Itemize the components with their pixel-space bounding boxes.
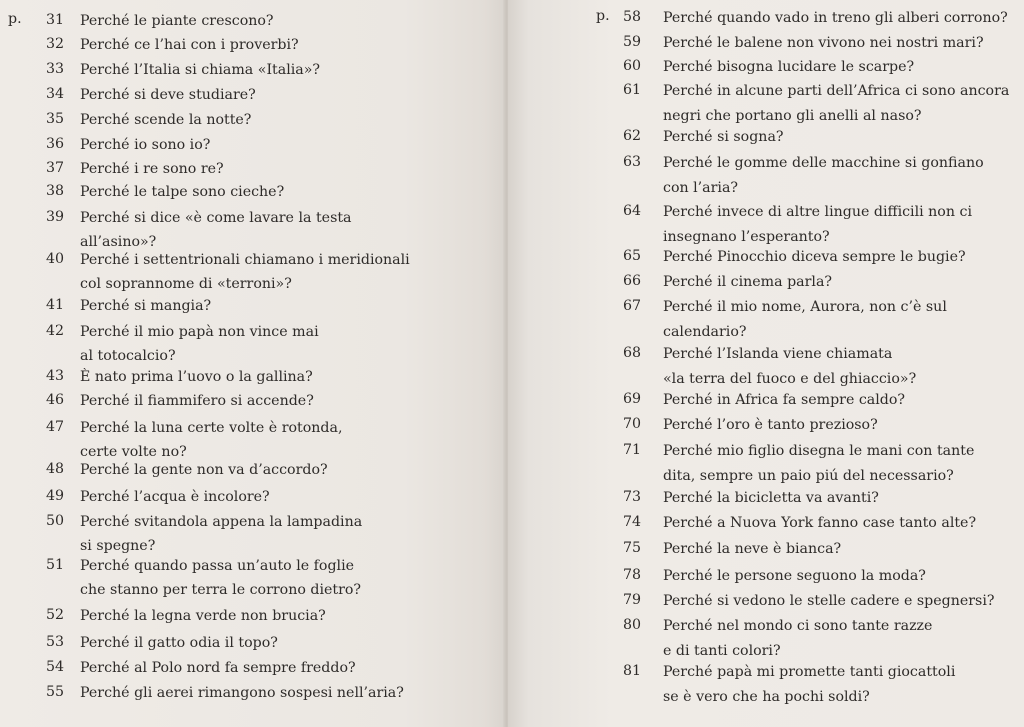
entry-title — [663, 564, 926, 589]
entry-title — [663, 6, 1008, 31]
page-number: 59 — [622, 34, 641, 50]
page-number: 38 — [45, 183, 64, 199]
page-number: 75 — [622, 540, 641, 556]
entry-title — [80, 389, 314, 413]
page-number: 60 — [622, 58, 641, 74]
page-number: 66 — [622, 273, 641, 289]
entry-title — [80, 681, 404, 705]
entry-title-line: Perché il mio papà non vince mai — [80, 324, 319, 340]
page-number: 31 — [45, 12, 64, 28]
entry-title — [80, 9, 274, 33]
entry-title-line: Perché quando passa un’auto le foglie — [80, 558, 355, 574]
entry-title — [663, 270, 832, 295]
entry-title-line: Perché in Africa fa sempre caldo? — [663, 392, 906, 408]
entry-title — [663, 151, 984, 201]
entry-title — [80, 83, 256, 107]
page-number: 54 — [45, 659, 64, 675]
entry-title-line: Perché ce l’hai con i proverbi? — [80, 37, 299, 53]
entry-title-line: Perché l’Islanda viene chiamata — [663, 346, 893, 362]
page-number: 68 — [622, 345, 641, 361]
entry-title-line: Perché quando vado in treno gli alberi corrono? — [663, 10, 1008, 26]
entry-title-line: Perché a Nuova York fanno case tanto alte? — [663, 515, 977, 531]
entry-title-line: che stanno per terra le corrono dietro? — [80, 582, 362, 598]
page-number: 50 — [45, 513, 64, 529]
page-number: 80 — [622, 617, 641, 633]
entry-title — [663, 388, 905, 413]
entry-title — [80, 294, 211, 318]
page-number: 69 — [622, 391, 641, 407]
entry-title — [663, 589, 995, 614]
entry-title — [663, 79, 1009, 129]
page-number: 48 — [45, 461, 64, 477]
entry-title-line: Perché io sono io? — [80, 137, 211, 153]
page-number: 81 — [622, 663, 641, 679]
page-number: 73 — [622, 489, 641, 505]
entry-title-line: Perché le talpe sono cieche? — [80, 184, 285, 200]
entry-title — [80, 248, 410, 296]
entry-title-line: Perché la neve è bianca? — [663, 541, 842, 557]
page-number: 67 — [622, 298, 641, 314]
page-prefix: p. — [8, 11, 22, 27]
entry-title — [80, 58, 320, 82]
page-number: 47 — [45, 419, 64, 435]
entry-title — [663, 200, 972, 250]
entry-title-line: all’asino»? — [80, 234, 157, 250]
entry-title-line: Perché si deve studiare? — [80, 87, 256, 103]
entry-title-line: Perché bisogna lucidare le scarpe? — [663, 59, 915, 75]
page-number: 33 — [45, 61, 64, 77]
page-number: 36 — [45, 136, 64, 152]
entry-title-line: Perché l’acqua è incolore? — [80, 489, 270, 505]
entry-title — [663, 537, 841, 562]
page-number: 37 — [45, 160, 64, 176]
entry-title-line: Perché la legna verde non brucia? — [80, 608, 326, 624]
page-number: 64 — [622, 203, 641, 219]
entry-title-line: e di tanti colori? — [663, 643, 781, 659]
entry-title-line: al totocalcio? — [80, 348, 176, 364]
entry-title-line: Perché il fiammifero si accende? — [80, 393, 314, 409]
entry-title-line: Perché il cinema parla? — [663, 274, 833, 290]
page-number: 61 — [622, 82, 641, 98]
page-number: 32 — [45, 36, 64, 52]
entry-title — [663, 511, 976, 536]
entry-title-line: dita, sempre un paio piú del necessario? — [663, 468, 954, 484]
page-number: 62 — [622, 128, 641, 144]
entry-title — [80, 554, 361, 602]
entry-title-line: Perché Pinocchio diceva sempre le bugie? — [663, 249, 966, 265]
entry-title-line: con l’aria? — [663, 180, 739, 196]
entry-title-line: Perché nel mondo ci sono tante razze — [663, 618, 933, 634]
entry-title-line: si spegne? — [80, 538, 156, 554]
page-number: 71 — [622, 442, 641, 458]
page-number: 52 — [45, 607, 64, 623]
entry-title-line: Perché svitandola appena la lampadina — [80, 514, 363, 530]
page-number: 40 — [45, 251, 64, 267]
entry-title-line: insegnano l’esperanto? — [663, 229, 830, 245]
entry-title — [80, 365, 313, 389]
entry-title-line: Perché si mangia? — [80, 298, 212, 314]
entry-title — [80, 604, 326, 628]
page-number: 42 — [45, 323, 64, 339]
entry-title — [663, 342, 916, 392]
entry-title — [663, 413, 878, 438]
page-prefix: p. — [596, 8, 610, 24]
entry-title — [663, 614, 932, 664]
entry-title — [80, 510, 362, 558]
entry-title-line: Perché le balene non vivono nei nostri mari? — [663, 35, 984, 51]
entry-title-line: negri che portano gli anelli al naso? — [663, 108, 922, 124]
page-number: 41 — [45, 297, 64, 313]
page-number: 51 — [45, 557, 64, 573]
entry-title-line: Perché in alcune parti dell’Africa ci sono ancora — [663, 83, 1010, 99]
entry-title — [80, 157, 224, 181]
entry-title-line: Perché le persone seguono la moda? — [663, 568, 926, 584]
entry-title — [80, 631, 278, 655]
entry-title-line: Perché le gomme delle macchine si gonfiano — [663, 155, 984, 171]
entry-title — [663, 55, 914, 80]
entry-title-line: È nato prima l’uovo o la gallina? — [80, 369, 313, 385]
right-page — [508, 0, 1024, 727]
entry-title — [663, 295, 947, 345]
page-number: 78 — [622, 567, 641, 583]
entry-title — [663, 245, 966, 270]
entry-title-line: Perché papà mi promette tanti giocattoli — [663, 664, 956, 680]
entry-title — [663, 31, 984, 56]
entry-title-line: Perché i settentrionali chiamano i meridionali — [80, 252, 410, 268]
entry-title-line: col soprannome di «terroni»? — [80, 276, 292, 292]
entry-title-line: Perché la bicicletta va avanti? — [663, 490, 879, 506]
entry-title — [80, 458, 328, 482]
entry-title-line: Perché scende la notte? — [80, 112, 252, 128]
entry-title — [80, 656, 356, 680]
page-number: 63 — [622, 154, 641, 170]
entry-title-line: Perché si sogna? — [663, 129, 784, 145]
entry-title — [663, 125, 784, 150]
entry-title-line: Perché si dice «è come lavare la testa — [80, 210, 352, 226]
page-number: 70 — [622, 416, 641, 432]
entry-title-line: Perché le piante crescono? — [80, 13, 274, 29]
page-number: 49 — [45, 488, 64, 504]
entry-title — [80, 416, 342, 464]
entry-title-line: Perché il gatto odia il topo? — [80, 635, 278, 651]
entry-title-line: Perché l’Italia si chiama «Italia»? — [80, 62, 321, 78]
page-number: 74 — [622, 514, 641, 530]
entry-title-line: Perché l’oro è tanto prezioso? — [663, 417, 878, 433]
entry-title — [663, 439, 974, 489]
page-number: 46 — [45, 392, 64, 408]
page-number: 58 — [622, 9, 641, 25]
page-number: 65 — [622, 248, 641, 264]
entry-title — [663, 486, 879, 511]
entry-title — [80, 108, 251, 132]
entry-title-line: Perché la gente non va d’accordo? — [80, 462, 328, 478]
left-page — [0, 0, 505, 727]
entry-title-line: Perché i re sono re? — [80, 161, 224, 177]
entry-title — [80, 133, 210, 157]
page-number: 39 — [45, 209, 64, 225]
page-number: 55 — [45, 684, 64, 700]
entry-title-line: «la terra del fuoco e del ghiaccio»? — [663, 371, 917, 387]
entry-title — [80, 206, 352, 254]
entry-title — [80, 485, 270, 509]
entry-title-line: Perché si vedono le stelle cadere e spegnersi? — [663, 593, 995, 609]
entry-title-line: Perché gli aerei rimangono sospesi nell’aria? — [80, 685, 404, 701]
entry-title-line: se è vero che ha pochi soldi? — [663, 689, 870, 705]
entry-title-line: certe volte no? — [80, 444, 187, 460]
page-number: 35 — [45, 111, 64, 127]
entry-title-line: Perché invece di altre lingue difficili non ci — [663, 204, 972, 220]
entry-title — [80, 33, 299, 57]
entry-title — [663, 660, 955, 710]
entry-title-line: Perché mio figlio disegna le mani con tante — [663, 443, 975, 459]
page-number: 43 — [45, 368, 64, 384]
entry-title — [80, 180, 284, 204]
page-number: 53 — [45, 634, 64, 650]
page-number: 34 — [45, 86, 64, 102]
entry-title — [80, 320, 319, 368]
entry-title-line: Perché al Polo nord fa sempre freddo? — [80, 660, 356, 676]
entry-title-line: Perché la luna certe volte è rotonda, — [80, 420, 343, 436]
entry-title-line: Perché il mio nome, Aurora, non c’è sul — [663, 299, 947, 315]
entry-title-line: calendario? — [663, 324, 747, 340]
page-number: 79 — [622, 592, 641, 608]
